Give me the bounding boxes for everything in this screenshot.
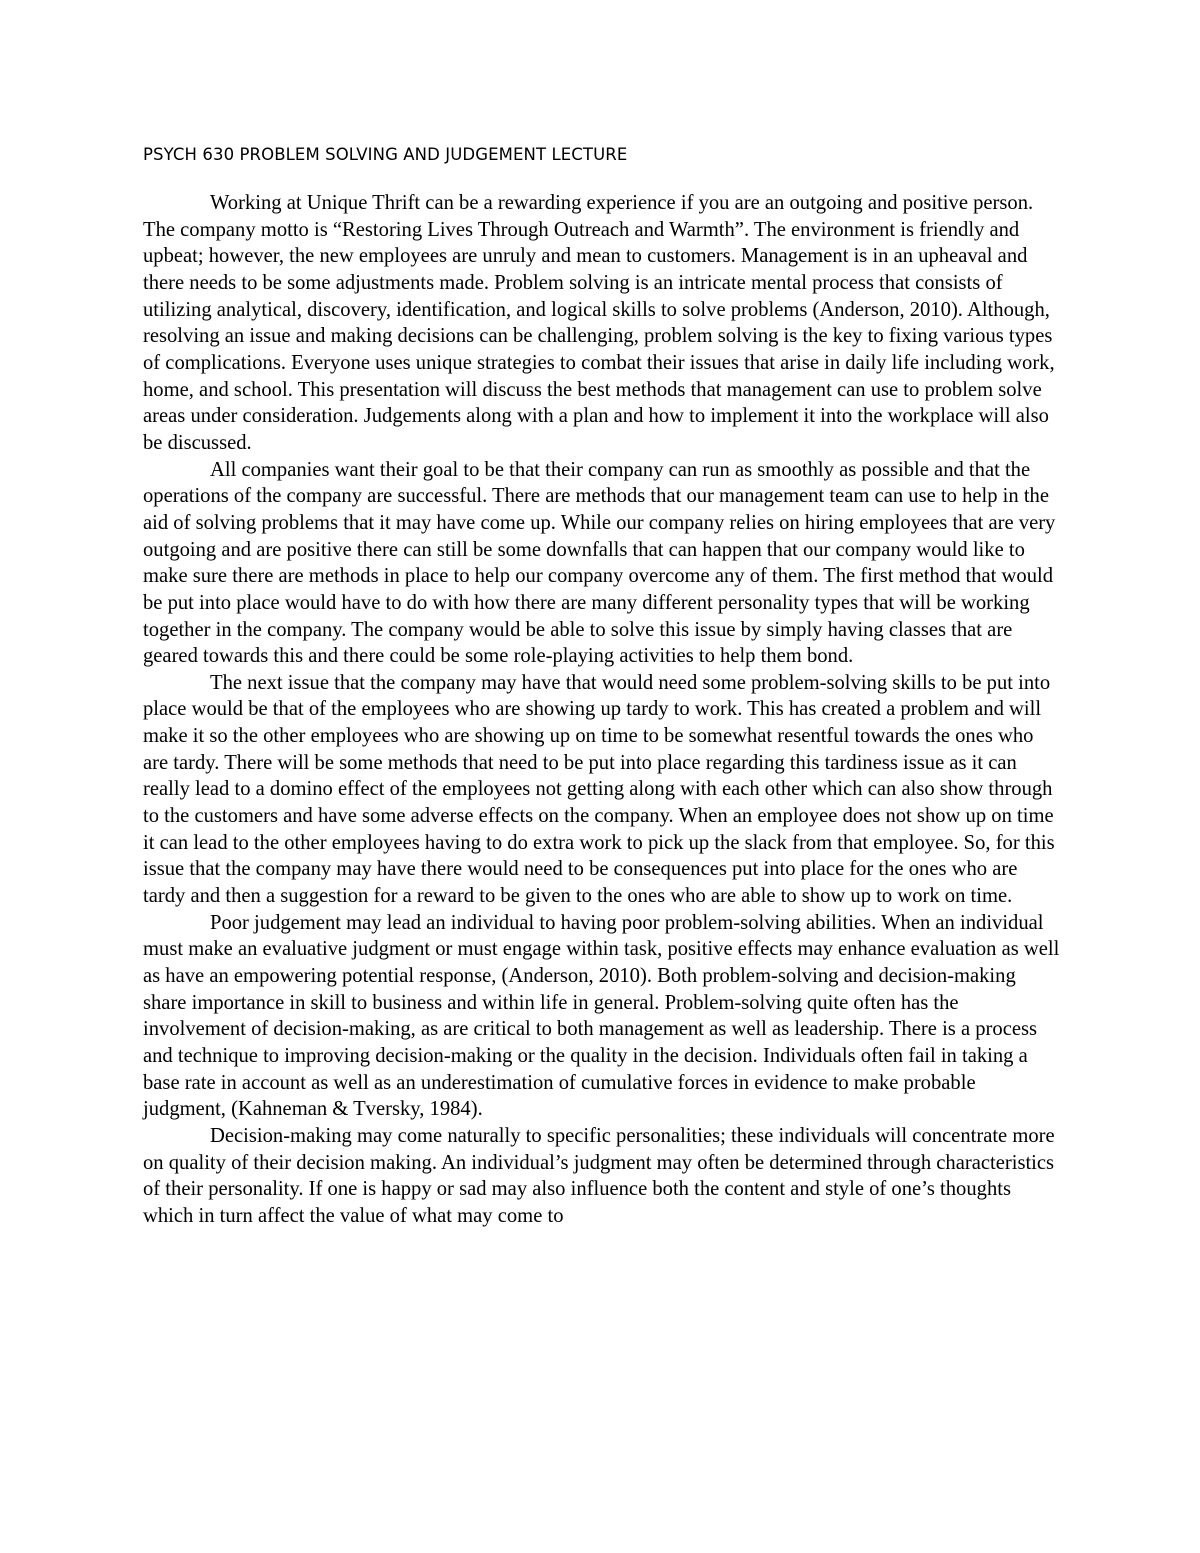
document-title: PSYCH 630 PROBLEM SOLVING AND JUDGEMENT LECTURE: [143, 145, 628, 164]
paragraph-judgement: Poor judgement may lead an individual to having poor problem-solving abilities. When an individual must make an evaluative judgment or must engage within task, positive effects may enhance evaluation as well as have an empowering potential response, (Anderson, 2010). Both problem-solving and decision-making share importance in skill to business and within life in general. Problem-solving quite often has the involvement of decision-making, as are critical to both management as well as leadership. There is a process and technique to improving decision-making or the quality in the decision. Individuals often fail in taking a base rate in account as well as an underestimation of cumulative forces in evidence to make probable judgment, (Kahneman & Tversky, 1984).: [143, 911, 1060, 1121]
paragraph-intro: Working at Unique Thrift can be a rewarding experience if you are an outgoing and positive person. The company motto is “Restoring Lives Through Outreach and Warmth”. The environment is friendly and upbeat; however, the new employees are unruly and mean to customers. Management is in an upheaval and there needs to be some adjustments made. Problem solving is an intricate mental process that consists of utilizing analytical, discovery, identification, and logical skills to solve problems (Anderson, 2010). Although, resolving an issue and making decisions can be challenging, problem solving is the key to fixing various types of complications. Everyone uses unique strategies to combat their issues that arise in daily life including work, home, and school. This presentation will discuss the best methods that management can use to problem solve areas under consideration. Judgements along with a plan and how to implement it into the workplace will also be discussed.: [143, 192, 1055, 454]
document-body: [143, 190, 1063, 1230]
paragraph-methods: All companies want their goal to be that their company can run as smoothly as possible and that the operations of the company are successful. There are methods that our management team can use to help in the aid of solving problems that it may have come up. While our company relies on hiring employees that are very outgoing and are positive there can still be some downfalls that can happen that our company would like to make sure there are methods in place to help our company overcome any of them. The first method that would be put into place would have to do with how there are many different personality types that will be working together in the company. The company would be able to solve this issue by simply having classes that are geared towards this and there could be some role-playing activities to help them bond.: [143, 458, 1056, 668]
paragraph-tardiness: The next issue that the company may have that would need some problem-solving skills to be put into place would be that of the employees who are showing up tardy to work. This has created a problem and will make it so the other employees who are showing up on time to be somewhat resentful towards the ones who are tardy. There will be some methods that need to be put into place regarding this tardiness issue as it can really lead to a domino effect of the employees not getting along with each other which can also show through to the customers and have some adverse effects on the company. When an employee does not show up on time it can lead to the other employees having to do extra work to pick up the slack from that employee. So, for this issue that the company may have there would need to be consequences put into place for the ones who are tardy and then a suggestion for a reward to be given to the ones who are able to show up to work on time.: [143, 671, 1055, 908]
paragraph-decision-making: Decision-making may come naturally to specific personalities; these individuals will concentrate more on quality of their decision making. An individual’s judgment may often be determined through characteristics of their personality. If one is happy or sad may also influence both the content and style of one’s thoughts which in turn affect the value of what may come to: [143, 1124, 1055, 1227]
